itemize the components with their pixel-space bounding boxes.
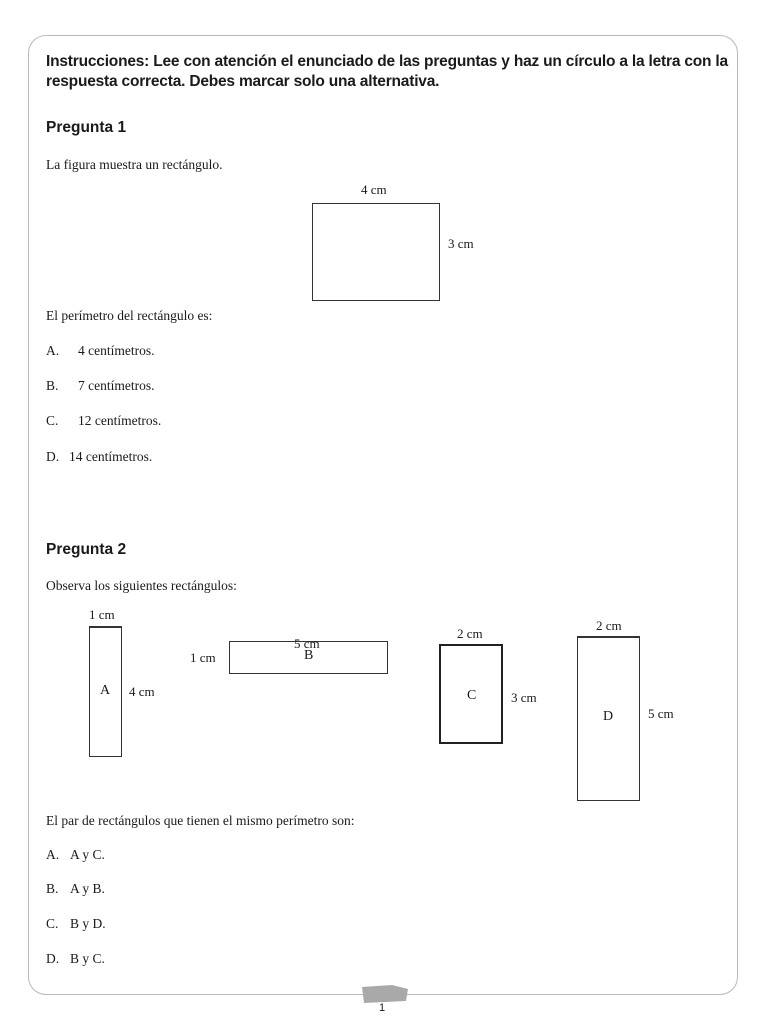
q2-option-d[interactable]: D. B y C.: [46, 951, 105, 966]
q2-option-c[interactable]: C. B y D.: [46, 916, 106, 931]
rect-c-name: C: [467, 688, 477, 703]
rect-b-name: B: [304, 648, 314, 663]
rect-b-top-label: 5 cm: [294, 636, 320, 651]
rect-c-side-label: 3 cm: [511, 690, 537, 705]
q1-rect-side-label: 3 cm: [448, 236, 474, 251]
page-frame: [28, 35, 738, 995]
q1-option-b[interactable]: B. 7 centímetros.: [46, 378, 155, 393]
question-1-heading: Pregunta 1: [46, 119, 127, 136]
rect-a-top-label: 1 cm: [89, 607, 115, 622]
question-2-intro: Observa los siguientes rectángulos:: [46, 578, 237, 593]
page-tab-icon: [362, 985, 408, 1003]
question-1-prompt: El perímetro del rectángulo es:: [46, 308, 213, 323]
rect-d-side-label: 5 cm: [648, 706, 674, 721]
rect-c-top-label: 2 cm: [457, 626, 483, 641]
page-number: 1: [379, 1002, 386, 1014]
q1-rectangle: [312, 203, 440, 301]
q2-option-b[interactable]: B. A y B.: [46, 881, 105, 896]
question-1-intro: La figura muestra un rectángulo.: [46, 157, 223, 172]
rect-d-name: D: [603, 709, 614, 724]
rect-a-side-label: 4 cm: [129, 684, 155, 699]
q1-rect-top-label: 4 cm: [361, 182, 387, 197]
rect-a-name: A: [100, 683, 111, 698]
question-2-prompt: El par de rectángulos que tienen el mismo perímetro son:: [46, 813, 355, 828]
question-2-heading: Pregunta 2: [46, 541, 127, 558]
instructions: Instrucciones: Lee con atención el enunciado de las preguntas y haz un círculo a la letra con la respuesta correcta. Debes marcar solo una alternativa.: [46, 53, 728, 90]
rect-b-side-label: 1 cm: [190, 650, 216, 665]
q1-option-d[interactable]: D. 14 centímetros.: [46, 449, 153, 464]
q2-option-a[interactable]: A. A y C.: [46, 847, 105, 862]
rect-d-top-label: 2 cm: [596, 618, 622, 633]
q1-option-c[interactable]: C. 12 centímetros.: [46, 413, 162, 428]
q1-option-a[interactable]: A. 4 centímetros.: [46, 343, 155, 358]
